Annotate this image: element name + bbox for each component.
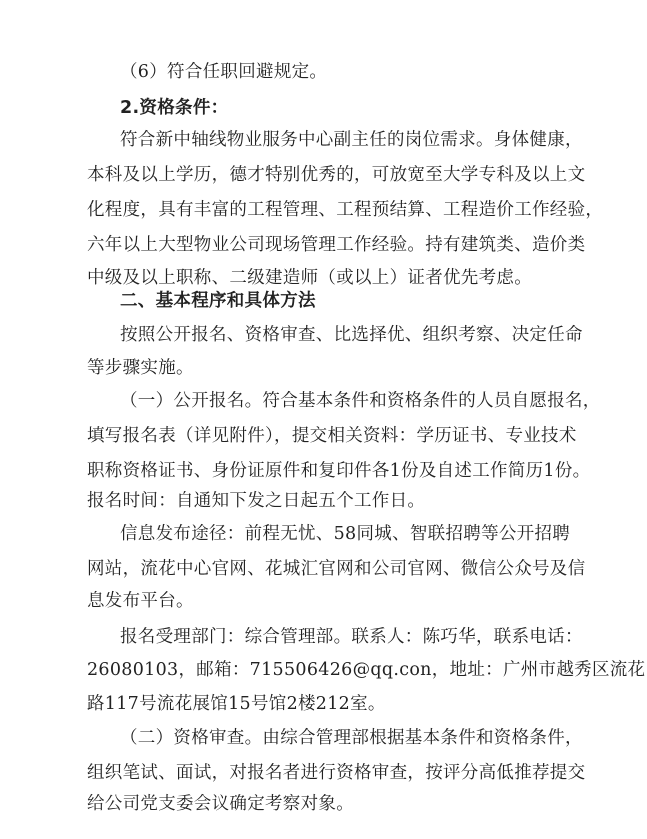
text-line-contact-2: 26080103，邮箱：715506426@qq.con，地址：广州市越秀区流花 [87,660,646,680]
text-line-review-2: 组织笔试、面试，对报名者进行资格审查，按评分高低推荐提交 [87,763,586,783]
text-line-contact-1: 报名受理部门：综合管理部。联系人：陈巧华，联系电话： [120,627,583,647]
text-line-review-3: 给公司党支委会议确定考察对象。 [87,794,354,814]
text-line-release-channels-1: 信息发布途径：前程无忧、58同城、智联招聘等公开招聘 [120,524,571,544]
text-line-registration-2: 填写报名表（详见附件），提交相关资料：学历证书、专业技术 [87,426,577,446]
text-line-requirement-6: （6）符合任职回避规定。 [120,62,328,82]
text-line-review-1: （二）资格审查。由综合管理部根据基本条件和资格条件， [120,728,583,748]
text-line-qualification-3: 化程度，具有丰富的工程管理、工程预结算、工程造价工作经验， [87,200,604,220]
text-line-qualification-5: 中级及以上职称、二级建造师（或以上）证者优先考虑。 [87,268,532,288]
text-line-qualification-1: 符合新中轴线物业服务中心副主任的岗位需求。身体健康， [120,130,583,150]
text-line-procedure-2: 等步骤实施。 [87,358,194,378]
text-line-procedure-1: 按照公开报名、资格审查、比选择优、组织考察、决定任命 [120,325,583,345]
text-line-registration-1: （一）公开报名。符合基本条件和资格条件的人员自愿报名， [120,391,601,411]
text-line-registration-time: 报名时间：自通知下发之日起五个工作日。 [87,491,426,511]
text-line-qualification-4: 六年以上大型物业公司现场管理工作经验。持有建筑类、造价类 [87,235,586,255]
text-line-registration-3: 职称资格证书、身份证原件和复印件各1份及自述工作简历1份。 [87,461,591,481]
text-line-contact-3: 路117号流花展馆15号馆2楼212室。 [87,694,386,714]
section-heading-qualifications: 2.资格条件： [120,98,229,118]
section-heading-procedure: 二、基本程序和具体方法 [120,291,316,311]
text-line-qualification-2: 本科及以上学历，德才特别优秀的，可放宽至大学专科及以上文 [87,165,586,185]
text-line-release-channels-2: 网站，流花中心官网、花城汇官网和公司官网、微信公众号及信 [87,559,586,579]
text-line-release-channels-3: 息发布平台。 [87,591,194,611]
